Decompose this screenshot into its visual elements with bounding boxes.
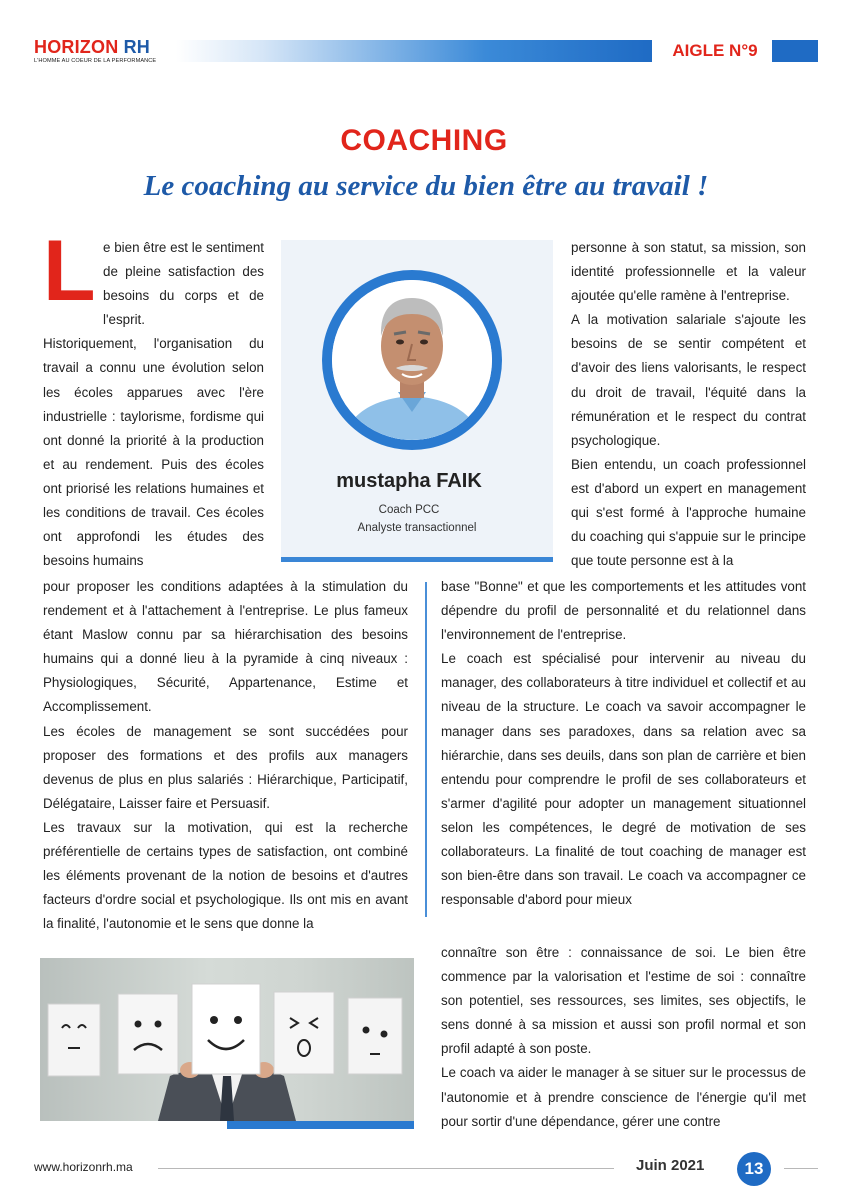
image-accent-bar — [227, 1121, 414, 1129]
profile-role-coach: Coach PCC — [378, 504, 440, 516]
footer-website[interactable]: www.horizonrh.ma — [34, 1160, 133, 1174]
paragraph: pour proposer les conditions adaptées à la stimulation du rendement et à l'attachement à l'entreprise. Le plus fameux étant Maslow connu par sa hiérarchisation des besoins humains qui a donné lieu à la pyramide à cinq niveaux : Physiologiques, Sécurité, Appartenance, Estime et Accomplissement. — [43, 579, 408, 715]
paragraph: Les écoles de management se sont succédées pour proposer des formations et des profils aux managers devenus de plus en plus salariés : Hiérarchique, Participatif, Délégataire, Laisser faire et Persuasif. — [43, 723, 408, 811]
footer-rule-end — [784, 1168, 818, 1169]
column-divider — [425, 582, 427, 917]
paragraph: Historiquement, l'organisation du travail a connu une évolution selon les écoles apparues avec l'ère industrielle : taylorisme, fordisme qui ont donné la priorité à la production et au rendement. Puis des écoles ont priorisé les relations humaines et les conditions de travail. Ces écoles ont approfondi les études des besoins humains — [43, 336, 264, 569]
footer-date: Juin 2021 — [636, 1157, 705, 1174]
right-column-top — [571, 236, 806, 573]
header-gradient-bar — [176, 40, 652, 62]
paragraph: personne à son statut, sa mission, son identité professionnelle et la valeur ajoutée qu'elle ramène à l'entreprise. — [571, 240, 806, 304]
profile-role-analyst: Analyste transactionnel — [357, 522, 477, 534]
profile-name: mustapha FAIK — [336, 470, 482, 492]
logo-horizon: HORIZON — [34, 37, 119, 57]
paragraph: Bien entendu, un coach professionnel est d'abord un expert en management qui s'est formé à l'approche humaine du coaching qui s'appuie sur le principe que toute personne est à la — [571, 456, 806, 569]
paragraph: base "Bonne" et que les comportements et les attitudes vont dépendre du profil de personnalité et du relationnel dans l'environnement de l'entreprise. — [441, 579, 806, 643]
portrait-photo — [332, 280, 492, 440]
paragraph: A la motivation salariale s'ajoute les besoins de se sentir compétent et d'avoir des liens valorisants, le respect du droit de travail, l'équité dans la rémunération et le respect du contrat psychologique. — [571, 312, 806, 448]
logo-rh: RH — [123, 37, 151, 57]
article-headline: Le coaching au service du bien être au travail ! — [143, 170, 709, 202]
footer-rule — [158, 1168, 614, 1169]
paragraph: Le coach va aider le manager à se situer sur le processus de l'autonomie et à prendre conscience de l'énergie qu'il met pour sortir d'une dépendance, gérer une contre — [441, 1065, 806, 1129]
profile-card-accent — [281, 557, 553, 562]
paragraph: e bien être est le sentiment de pleine satisfaction des besoins du corps et de l'esprit. — [103, 240, 264, 328]
left-column-bottom — [43, 575, 408, 936]
issue-label: AIGLE N°9 — [672, 41, 758, 60]
magazine-logo — [34, 38, 156, 64]
paragraph: Le coach est spécialisé pour intervenir au niveau du manager, des collaborateurs à titre individuel et collectif et au niveau de la structure. Le coach va savoir accompagner le manager dans ses paradoxes, dans sa relation avec sa hiérarchie, dans ses deuils, dans son plan de carrière et bien entendu pour comprendre le profil de ses collaborateurs et s'armer d'agilité pour adopter un management situationnel selon les compétences, le degré de motivation de ses collaborateurs. La finalité de tout coaching de manager est son bien-être dans son travail. Le coach va accompagner ce responsable d'abord pour mieux — [441, 651, 806, 908]
right-column-middle — [441, 575, 806, 912]
drop-cap: L — [43, 223, 96, 319]
logo-tagline: L'HOMME AU COEUR DE LA PERFORMANCE — [34, 58, 157, 64]
paragraph: connaître son être : connaissance de soi. Le bien être commence par la valorisation et l'estime de soi : connaître son potentiel, ses ressources, ses limites, ses objectifs, le sens donné à sa mission et aussi son profil normal et son profil adapté à son poste. — [441, 945, 806, 1057]
left-column-top — [43, 223, 264, 573]
emotion-faces-photo — [40, 958, 414, 1121]
emotion-faces-illustration — [40, 958, 414, 1121]
issue-accent-bar — [772, 40, 818, 62]
page-number: 13 — [737, 1152, 771, 1186]
portrait-illustration — [332, 280, 492, 440]
section-kicker: COACHING — [340, 124, 508, 157]
right-column-bottom — [441, 941, 806, 1134]
logo-wordmark — [34, 38, 156, 56]
paragraph: Les travaux sur la motivation, qui est la recherche préférentielle de certains types de satisfaction, ont combiné les éléments provenant de la notion de besoins et d'autres facteurs d'ordre social et psychologique. Ils ont mis en avant la finalité, l'autonomie et le sens que donne la — [43, 819, 408, 932]
